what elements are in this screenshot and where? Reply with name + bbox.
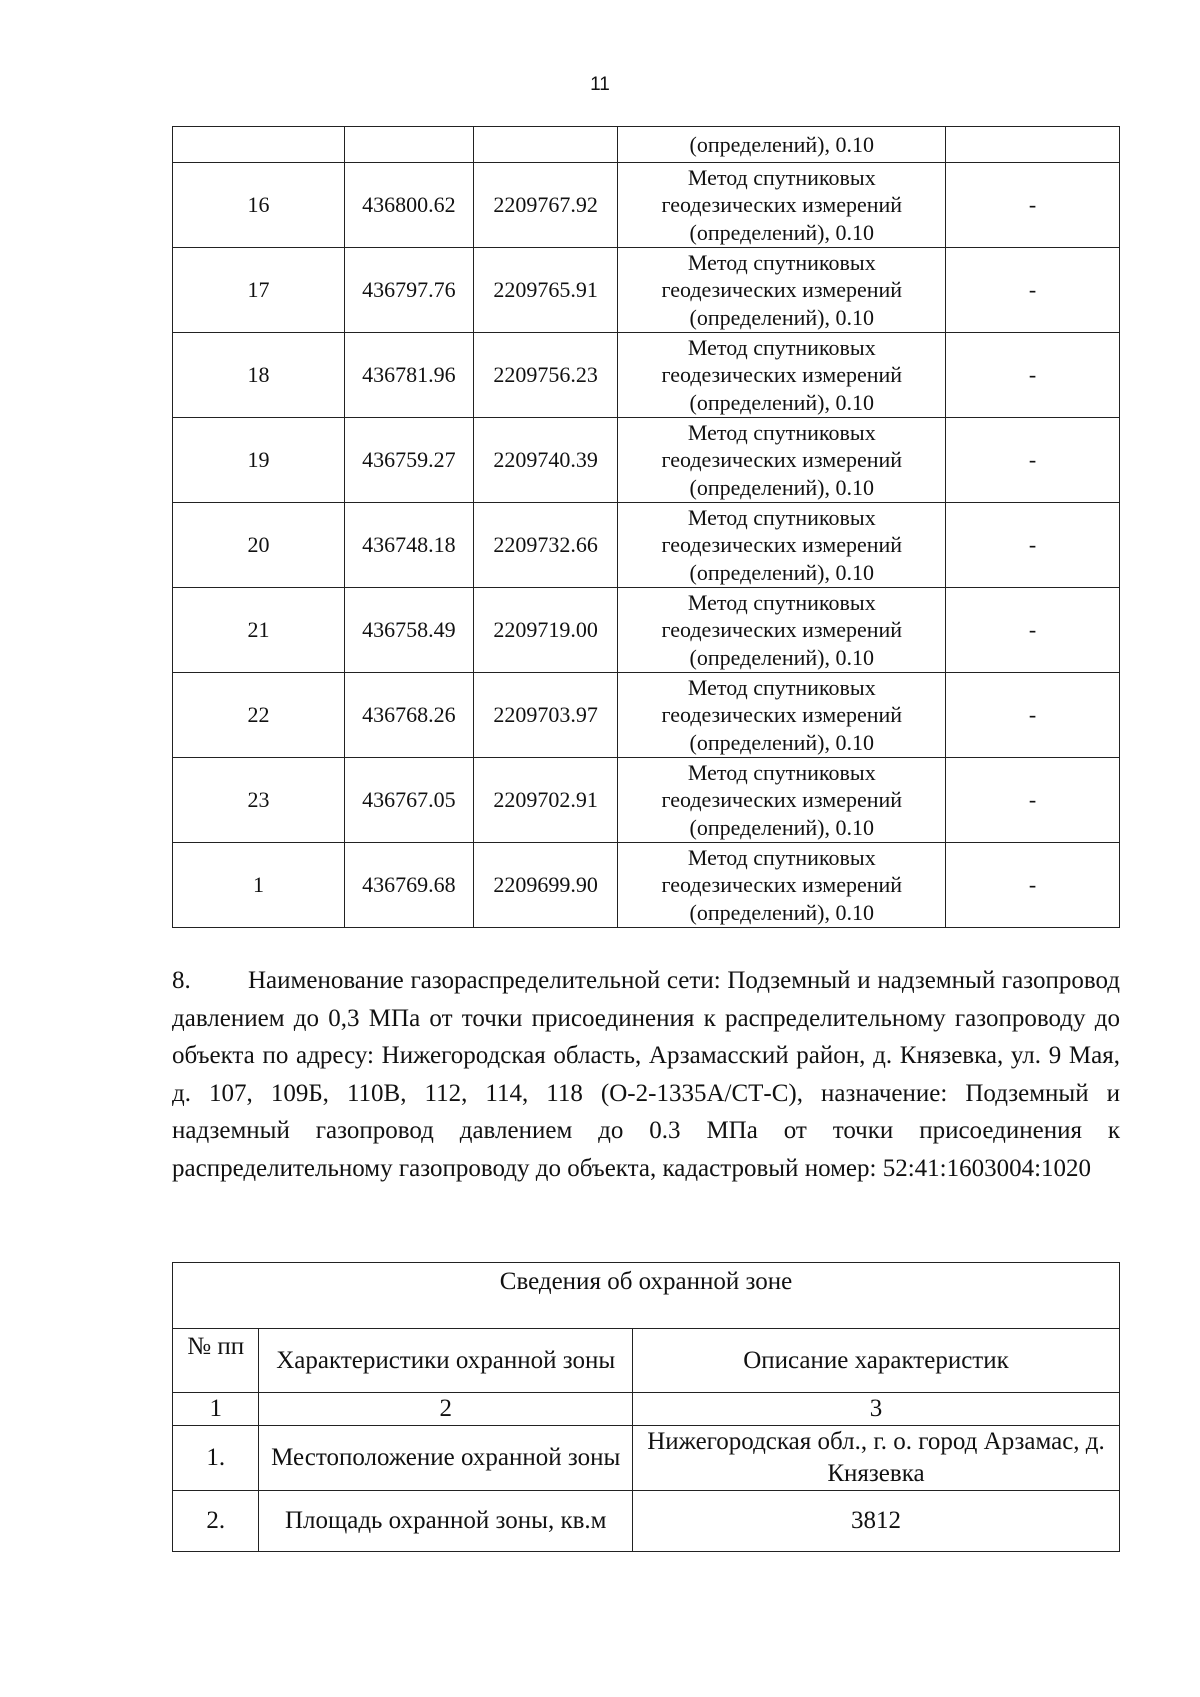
method-line: Метод спутниковых (687, 249, 876, 275)
row-name: Местоположение охранной зоны (259, 1426, 633, 1491)
method-line: Метод спутниковых (687, 759, 876, 785)
method-cell: (определений), 0.10 (618, 127, 946, 163)
method-line: (определений), 0.10 (689, 899, 874, 925)
table-row-continued (173, 127, 1120, 163)
protection-zone-table (172, 1262, 1120, 1552)
coord-x: 436768.26 (344, 673, 473, 758)
method-line: геодезических измерений (661, 617, 903, 643)
method-line: Метод спутниковых (687, 504, 876, 530)
method-line: геодезических измерений (661, 702, 903, 728)
table-row (173, 588, 1120, 673)
table-row (173, 1491, 1120, 1552)
note-cell: - (946, 588, 1120, 673)
coordinates-table (172, 126, 1120, 928)
coord-x: 436797.76 (344, 248, 473, 333)
coord-y: 2209719.00 (473, 588, 618, 673)
coord-x: 436800.62 (344, 163, 473, 248)
method-line: Метод спутниковых (687, 844, 876, 870)
method-line: геодезических измерений (661, 447, 903, 473)
method-cell (618, 333, 946, 418)
row-num: 2. (173, 1491, 259, 1552)
point-number: 1 (173, 843, 345, 928)
method-cell (618, 673, 946, 758)
method-line: Метод спутниковых (687, 164, 876, 190)
index-cell: 2 (259, 1393, 633, 1426)
coord-y: 2209699.90 (473, 843, 618, 928)
method-line: (определений), 0.10 (689, 729, 874, 755)
method-line: (определений), 0.10 (689, 814, 874, 840)
row-name: Площадь охранной зоны, кв.м (259, 1491, 633, 1552)
coord-x: 436781.96 (344, 333, 473, 418)
index-cell: 3 (632, 1393, 1119, 1426)
coord-x: 436759.27 (344, 418, 473, 503)
note-cell: - (946, 418, 1120, 503)
point-number: 17 (173, 248, 345, 333)
table-row (173, 163, 1120, 248)
method-line: геодезических измерений (661, 192, 903, 218)
section-number: 8. (172, 967, 191, 994)
method-line: геодезических измерений (661, 532, 903, 558)
coord-y: 2209702.91 (473, 758, 618, 843)
header-num: № пп (173, 1329, 259, 1393)
method-line: (определений), 0.10 (689, 559, 874, 585)
note-cell: - (946, 843, 1120, 928)
point-number: 21 (173, 588, 345, 673)
method-line: геодезических измерений (661, 362, 903, 388)
row-num: 1. (173, 1426, 259, 1491)
row-value: 3812 (632, 1491, 1119, 1552)
table-row (173, 248, 1120, 333)
method-line: Метод спутниковых (687, 419, 876, 445)
section-8-paragraph (172, 962, 1120, 1187)
note-cell: - (946, 758, 1120, 843)
coord-y: 2209703.97 (473, 673, 618, 758)
header-description: Описание характеристик (632, 1329, 1119, 1393)
method-line: (определений), 0.10 (689, 219, 874, 245)
header-characteristic: Характеристики охранной зоны (259, 1329, 633, 1393)
method-cell (618, 418, 946, 503)
index-cell: 1 (173, 1393, 259, 1426)
coord-y: 2209765.91 (473, 248, 618, 333)
page-number: 11 (590, 74, 610, 95)
note-cell: - (946, 333, 1120, 418)
point-number: 23 (173, 758, 345, 843)
method-line: (определений), 0.10 (689, 474, 874, 500)
coord-x: 436758.49 (344, 588, 473, 673)
note-cell: - (946, 248, 1120, 333)
point-number: 18 (173, 333, 345, 418)
zone-table-header-row (173, 1329, 1120, 1393)
method-cell (618, 248, 946, 333)
method-line: геодезических измерений (661, 872, 903, 898)
note-cell: - (946, 673, 1120, 758)
method-cell (618, 758, 946, 843)
zone-table-index-row (173, 1393, 1120, 1426)
coord-y: 2209740.39 (473, 418, 618, 503)
note-cell: - (946, 503, 1120, 588)
coord-x: 436769.68 (344, 843, 473, 928)
method-line: (определений), 0.10 (689, 389, 874, 415)
coord-x: 436748.18 (344, 503, 473, 588)
method-cell (618, 843, 946, 928)
method-cell (618, 503, 946, 588)
method-line: (определений), 0.10 (689, 644, 874, 670)
section-text: Наименование газораспределительной сети: Подземный и надземный газопровод давлением до 0,3 МПа от точки присоединения к распределительному газопроводу до объекта по адресу: Нижегородская область, Арзамасский район, д. Князевка, ул. 9 Мая, д. 107, 109Б, 110В, 112, 114, 118 (О-2-1335А/СТ-С), назначение: Подземный и надземный газопровод давлением до 0.3 МПа от точки присоединения к распределительному газопроводу до объекта, кадастровый номер: 52:41:1603004:1020 (172, 967, 1120, 1182)
table-row (173, 843, 1120, 928)
method-line: геодезических измерений (661, 787, 903, 813)
point-number: 19 (173, 418, 345, 503)
table-row (173, 418, 1120, 503)
method-line: Метод спутниковых (687, 334, 876, 360)
table-row (173, 673, 1120, 758)
zone-table-title-row (173, 1263, 1120, 1329)
coord-y: 2209732.66 (473, 503, 618, 588)
table-row (173, 503, 1120, 588)
coord-y: 2209756.23 (473, 333, 618, 418)
zone-table-title: Сведения об охранной зоне (173, 1263, 1120, 1329)
method-line: Метод спутниковых (687, 674, 876, 700)
row-value: Нижегородская обл., г. о. город Арзамас, д. Князевка (632, 1426, 1119, 1491)
coord-y: 2209767.92 (473, 163, 618, 248)
note-cell: - (946, 163, 1120, 248)
table-row (173, 758, 1120, 843)
table-row (173, 1426, 1120, 1491)
method-line: (определений), 0.10 (689, 304, 874, 330)
point-number: 16 (173, 163, 345, 248)
method-line: геодезических измерений (661, 277, 903, 303)
method-cell (618, 588, 946, 673)
table-row (173, 333, 1120, 418)
method-cell (618, 163, 946, 248)
method-line: Метод спутниковых (687, 589, 876, 615)
point-number: 22 (173, 673, 345, 758)
coord-x: 436767.05 (344, 758, 473, 843)
point-number: 20 (173, 503, 345, 588)
